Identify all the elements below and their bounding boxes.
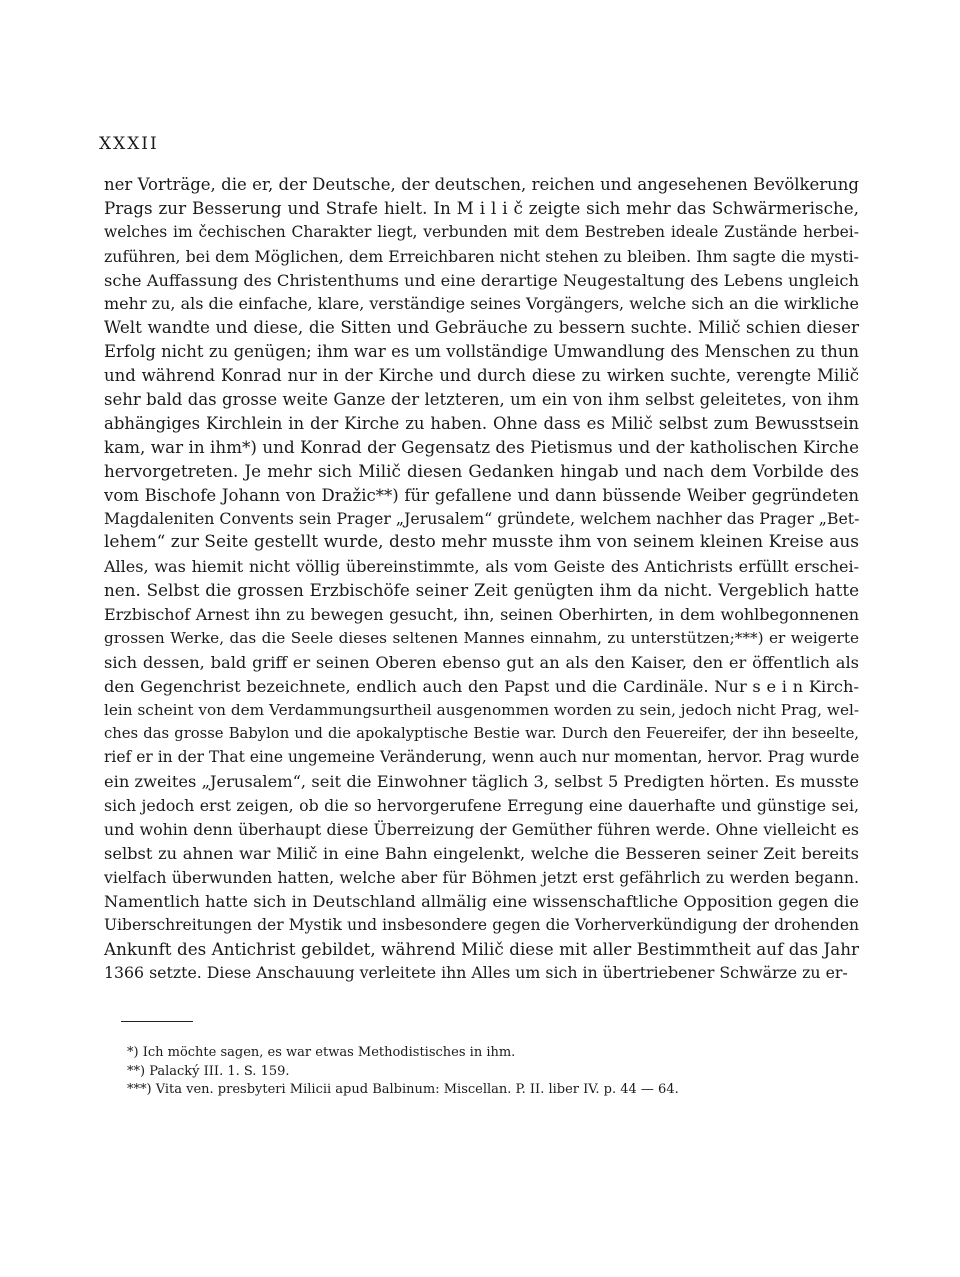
text-line: lehem“ zur Seite gestellt wurde, desto mehr musste ihm von seinem kleinen Kreise aus [104, 532, 859, 553]
text-line: zuführen, bei dem Möglichen, dem Erreichbaren nicht stehen zu bleiben. Ihm sagte die mysti- [104, 246, 859, 266]
text-line: Uiberschreitungen der Mystik und insbesondere gegen die Vorherverkündigung der drohenden [104, 915, 859, 934]
footnote: *) Ich möchte sagen, es war etwas Methodistisches in ihm. [127, 1045, 516, 1060]
text-line: den Gegenchrist bezeichnete, endlich auch den Papst und die Cardinäle. Nur s e i n Kirch- [104, 676, 859, 696]
text-line: nen. Selbst die grossen Erzbischöfe seiner Zeit genügten ihm da nicht. Vergeblich hatte [104, 580, 859, 601]
text-line: mehr zu, als die einfache, klare, verständige seines Vorgängers, welche sich an die wirkliche [104, 294, 859, 314]
page-number: XXXII [99, 134, 159, 154]
text-line: lein scheint von dem Verdammungsurtheil ausgenommen worden zu sein, jedoch nicht Prag, wel- [104, 700, 859, 719]
text-line: ner Vorträge, die er, der Deutsche, der deutschen, reichen und angesehenen Bevölkerung [104, 175, 859, 194]
text-line: ein zweites „Jerusalem“, seit die Einwohner täglich 3, selbst 5 Predigten hörten. Es musste [104, 772, 859, 792]
text-line: welches im čechischen Charakter liegt, verbunden mit dem Bestreben ideale Zustände herbei- [104, 222, 859, 241]
text-line: sich jedoch erst zeigen, ob die so hervorgerufene Erregung eine dauerhafte und günstige sei, [104, 796, 859, 816]
footnote: ***) Vita ven. presbyteri Milicii apud Balbinum: Miscellan. P. II. liber IV. p. 44 — 64. [127, 1082, 679, 1097]
footnote: **) Palacký III. 1. S. 159. [127, 1063, 290, 1079]
body-text [104, 173, 859, 985]
text-line: Erfolg nicht zu genügen; ihm war es um vollständige Umwandlung des Menschen zu thun [104, 342, 859, 362]
text-line: und während Konrad nur in der Kirche und durch diese zu wirken suchte, verengte Milič [104, 366, 859, 386]
text-line: 1366 setzte. Diese Anschauung verleitete ihn Alles um sich in übertriebener Schwärze zu er- [104, 963, 848, 983]
text-line: Magdaleniten Convents sein Prager „Jerusalem“ gründete, welchem nachher das Prager „Bet- [104, 509, 860, 529]
text-line: und wohin denn überhaupt diese Überreizung der Gemüther führen werde. Ohne vielleicht es [104, 820, 859, 840]
text-line: vielfach überwunden hatten, welche aber für Böhmen jetzt erst gefährlich zu werden begann. [104, 867, 859, 887]
text-line: hervorgetreten. Je mehr sich Milič diesen Gedanken hingab und nach dem Vorbilde des [104, 460, 859, 481]
text-line: sche Auffassung des Christenthums und eine derartige Neugestaltung des Lebens ungleich [104, 270, 859, 290]
text-line: Erzbischof Arnest ihn zu bewegen gesucht, ihn, seinen Oberhirten, in dem wohlbegonnenen [104, 605, 859, 625]
text-line: Ankunft des Antichrist gebildet, während Milič diese mit aller Bestimmtheit auf das Jahr [104, 938, 859, 959]
text-line: kam, war in ihm*) und Konrad der Gegensatz des Pietismus und der katholischen Kirche [104, 436, 859, 457]
text-line: grossen Werke, das die Seele dieses seltenen Mannes einnahm, zu unterstützen;***) er weigerte [104, 628, 859, 647]
text-line: selbst zu ahnen war Milič in eine Bahn eingelenkt, welche die Besseren seiner Zeit bereits [104, 843, 859, 863]
text-line: Alles, was hiemit nicht völlig übereinstimmte, als vom Geiste des Antichrists erfüllt erschei- [104, 557, 859, 577]
text-line: Prags zur Besserung und Strafe hielt. In M i l i č zeigte sich mehr das Schwärmerische, [104, 197, 859, 218]
text-line: Welt wandte und diese, die Sitten und Gebräuche zu bessern suchte. Milič schien dieser [104, 317, 859, 338]
text-line: sehr bald das grosse weite Ganze der letzteren, um ein von ihm selbst geleitetes, von ihm [104, 390, 859, 410]
text-line: abhängiges Kirchlein in der Kirche zu haben. Ohne dass es Milič selbst zum Bewusstsein [104, 413, 859, 433]
text-line: ches das grosse Babylon und die apokalyptische Bestie war. Durch den Feuereifer, der ihn beseelte, [104, 725, 859, 743]
footnotes [127, 1044, 847, 1100]
text-line: Namentlich hatte sich in Deutschland allmälig eine wissenschaftliche Opposition gegen die [104, 891, 859, 911]
text-line: sich dessen, bald griff er seinen Oberen ebenso gut an als den Kaiser, den er öffentlich als [104, 652, 859, 672]
text-line: rief er in der That eine ungemeine Veränderung, wenn auch nur momentan, hervor. Prag wurde [104, 748, 860, 767]
text-line: vom Bischofe Johann von Dražic**) für gefallene und dann büssende Weiber gegründeten [104, 485, 859, 505]
footnote-rule [121, 1021, 193, 1022]
